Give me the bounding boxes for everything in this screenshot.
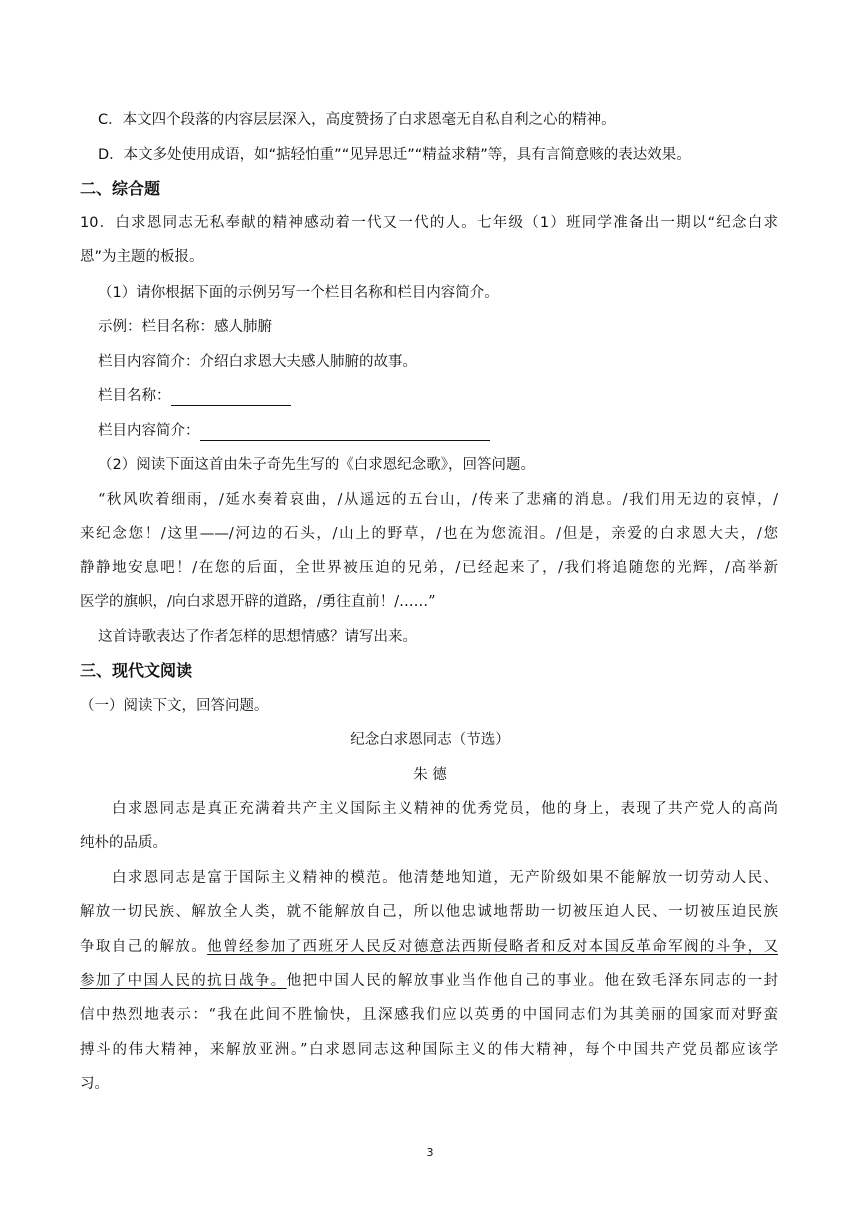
article-author: 朱 德 — [413, 767, 447, 783]
article-title: 纪念白求恩同志（节选） — [350, 732, 510, 748]
paragraph-2-underlined-sentence-part-2: 参加了中国人民的抗日战争。 — [80, 973, 287, 989]
section-heading-comprehensive: 二、综合题 — [80, 179, 161, 198]
option-c: C．本文四个段落的内容层层深入，高度赞扬了白求恩毫无自私自利之心的精神。 — [98, 112, 616, 128]
paragraph-2-underlined-sentence-part-1: 他曾经参加了西班牙人民反对德意法西斯侵略者和反对本国反革命军阀的斗争，又 — [207, 939, 779, 955]
reading-subheading: （一）阅读下文，回答问题。 — [80, 698, 269, 714]
poem-line-1: “秋风吹着细雨，/延水奏着哀曲，/从遥远的五台山，/传来了悲痛的消息。/我们用无边的哀悼，/ — [98, 492, 778, 508]
question-10-line-2: 恩”为主题的板报。 — [80, 249, 204, 265]
paragraph-2-line-4-plain: 他把中国人民的解放事业当作他自己的事业。他在致毛泽东同志的一封 — [286, 973, 778, 989]
column-intro-blank[interactable] — [200, 426, 490, 441]
column-intro-answer — [98, 421, 490, 441]
example-column-intro: 栏目内容简介：介绍白求恩大夫感人肺腑的故事。 — [98, 354, 417, 370]
option-d: D．本文多处使用成语，如“掂轻怕重”“见异思迁”“精益求精”等，具有言简意赅的表达效果。 — [98, 147, 691, 163]
paragraph-2-line-5: 信中热烈地表示：“我在此间不胜愉快，且深感我们应以英勇的中国同志们为其美丽的国家而对野蛮 — [80, 1007, 778, 1023]
poem-line-3: 静静地安息吧！/在您的后面，全世界被压迫的兄弟，/已经起来了，/我们将追随您的光辉，/高举新 — [80, 560, 778, 576]
paragraph-2-line-3 — [80, 937, 778, 957]
poem-line-2: 来纪念您！/这里——/河边的石头，/山上的野草，/也在为您流泪。/但是，亲爱的白求恩大夫，/您 — [80, 526, 778, 542]
poem-question: 这首诗歌表达了作者怎样的思想情感？请写出来。 — [98, 629, 417, 645]
paragraph-1-line-2: 纯朴的品质。 — [80, 835, 167, 851]
paragraph-2-line-7: 习。 — [80, 1076, 109, 1092]
paragraph-2-line-2: 解放一切民族、解放全人类，就不能解放自己，所以他忠诚地帮助一切被压迫人民、一切被压迫民族 — [80, 904, 778, 920]
sub-question-2: （2）阅读下面这首由朱子奇先生写的《白求恩纪念歌》，回答问题。 — [98, 457, 535, 473]
column-name-blank[interactable] — [171, 391, 291, 406]
question-10-line-1: 10．白求恩同志无私奉献的精神感动着一代又一代的人。七年级（1）班同学准备出一期以“纪念白求 — [80, 215, 778, 231]
paragraph-2-line-1: 白求恩同志是富于国际主义精神的模范。他清楚地知道，无产阶级如果不能解放一切劳动人民、 — [112, 870, 778, 886]
section-heading-reading: 三、现代文阅读 — [80, 661, 193, 680]
column-intro-label: 栏目内容简介： — [98, 423, 200, 439]
page-number: 3 — [426, 1146, 434, 1159]
paragraph-2-line-6: 搏斗的伟大精神，来解放亚洲。”白求恩同志这种国际主义的伟大精神，每个中国共产党员都应该学 — [80, 1042, 778, 1058]
sub-question-1: （1）请你根据下面的示例另写一个栏目名称和栏目内容简介。 — [98, 285, 499, 301]
example-column-name: 示例：栏目名称：感人肺腑 — [98, 319, 272, 335]
column-name-label: 栏目名称： — [98, 388, 171, 404]
paragraph-2-line-3-plain: 争取自己的解放。 — [80, 939, 208, 955]
poem-line-4: 医学的旗帜，/向白求恩开辟的道路，/勇往直前！/……” — [80, 594, 436, 610]
paragraph-2-line-4 — [80, 971, 778, 991]
column-name-answer — [98, 386, 291, 406]
paragraph-1-line-1: 白求恩同志是真正充满着共产主义国际主义精神的优秀党员，他的身上，表现了共产党人的高尚 — [112, 801, 778, 817]
